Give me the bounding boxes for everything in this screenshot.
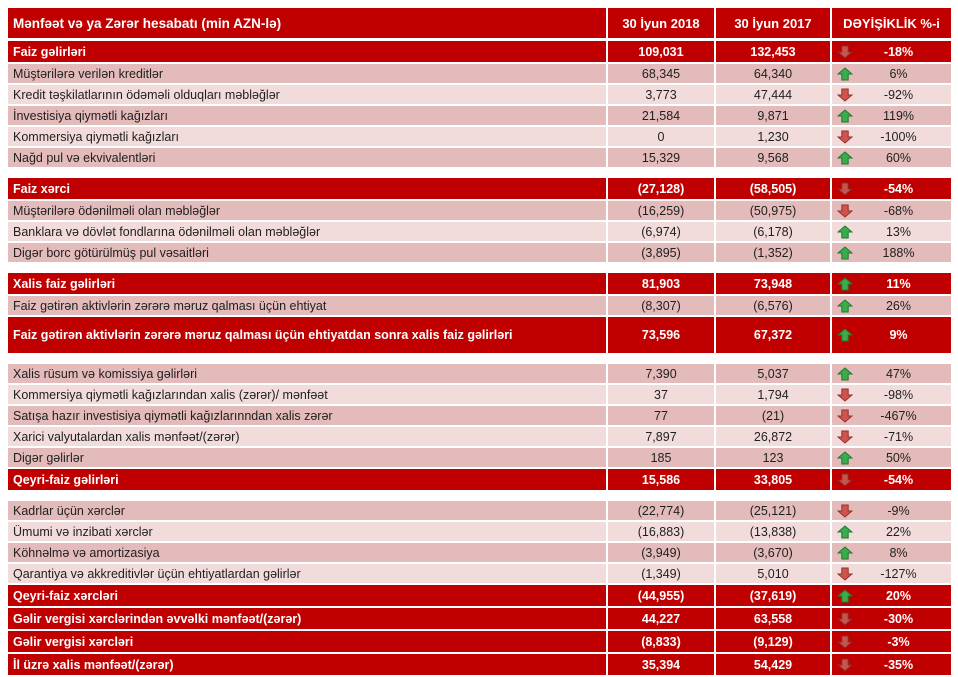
change-cell — [832, 448, 951, 467]
row-label: Satışa hazır investisiya qiymətli kağızlarınndan xalis zərər — [8, 406, 606, 425]
table-row — [8, 201, 951, 222]
row-label: Xarici valyutalardan xalis mənfəət/(zərər) — [8, 427, 606, 446]
change-percent: -68% — [883, 203, 914, 218]
section-row — [8, 654, 951, 677]
value-2017: 1,794 — [716, 385, 830, 404]
down-arrow-icon — [837, 658, 853, 672]
row-label: Faiz gəlirləri — [8, 41, 606, 62]
change-percent: 13% — [885, 224, 912, 239]
row-label: Kadrlar üçün xərclər — [8, 501, 606, 520]
table-row — [8, 522, 951, 543]
table-row — [8, 106, 951, 127]
up-arrow-icon — [837, 277, 853, 291]
change-percent: -18% — [883, 44, 914, 59]
change-cell — [832, 654, 951, 675]
row-label: Kredit təşkilatlarının ödəməli olduqları məbləğlər — [8, 85, 606, 104]
up-arrow-icon — [837, 246, 853, 260]
change-percent: 11% — [886, 276, 911, 291]
change-percent: 20% — [885, 588, 912, 603]
change-cell — [832, 317, 951, 353]
down-arrow-icon — [837, 567, 853, 581]
value-2018: (16,883) — [608, 522, 714, 541]
table-row — [8, 564, 951, 585]
row-label: Kommersiya qiymətli kağızlarından xalis (zərər)/ mənfəət — [8, 385, 606, 404]
down-arrow-icon — [837, 612, 853, 626]
value-2018: 15,329 — [608, 148, 714, 167]
value-2017: (3,670) — [716, 543, 830, 562]
value-2018: (6,974) — [608, 222, 714, 241]
change-cell — [832, 243, 951, 262]
row-label: Gəlir vergisi xərcləri — [8, 631, 606, 652]
table-row — [8, 385, 951, 406]
change-percent: -30% — [883, 611, 914, 626]
value-2018: 68,345 — [608, 64, 714, 83]
up-arrow-icon — [837, 67, 853, 81]
change-percent: 26% — [885, 298, 912, 313]
value-2017: 54,429 — [716, 654, 830, 675]
row-label: Qeyri-faiz gəlirləri — [8, 469, 606, 490]
value-2017: 63,558 — [716, 608, 830, 629]
value-2018: 185 — [608, 448, 714, 467]
value-2018: 3,773 — [608, 85, 714, 104]
section-row — [8, 585, 951, 608]
change-percent: 6% — [889, 66, 908, 81]
row-label: Müştərilərə verilən kreditlər — [8, 64, 606, 83]
change-percent: 60% — [885, 150, 912, 165]
down-arrow-icon — [837, 388, 853, 402]
value-2018: 77 — [608, 406, 714, 425]
change-percent: 119% — [882, 108, 915, 123]
value-2017: (50,975) — [716, 201, 830, 220]
value-2018: 15,586 — [608, 469, 714, 490]
value-2017: 67,372 — [716, 317, 830, 353]
change-percent: 8% — [889, 545, 908, 560]
value-2017: 9,871 — [716, 106, 830, 125]
value-2017: (6,576) — [716, 296, 830, 315]
value-2018: (8,833) — [608, 631, 714, 652]
change-cell — [832, 608, 951, 629]
value-2017: 47,444 — [716, 85, 830, 104]
change-percent: -127% — [880, 566, 917, 581]
profit-loss-table — [8, 8, 951, 677]
change-percent: -9% — [887, 503, 910, 518]
value-2017: 132,453 — [716, 41, 830, 62]
change-percent: -98% — [883, 387, 914, 402]
value-2017: 5,037 — [716, 364, 830, 383]
value-2017: 33,805 — [716, 469, 830, 490]
value-2018: 44,227 — [608, 608, 714, 629]
value-2018: 7,390 — [608, 364, 714, 383]
value-2017: 73,948 — [716, 273, 830, 294]
value-2017: (21) — [716, 406, 830, 425]
change-cell — [832, 222, 951, 241]
down-arrow-icon — [837, 204, 853, 218]
value-2018: 73,596 — [608, 317, 714, 353]
header-col-2018: 30 İyun 2018 — [608, 8, 714, 38]
row-label: Faiz xərci — [8, 178, 606, 199]
change-cell — [832, 127, 951, 146]
section-row — [8, 317, 951, 355]
down-arrow-icon — [837, 182, 853, 196]
table-row — [8, 427, 951, 448]
change-cell — [832, 64, 951, 83]
value-2018: 81,903 — [608, 273, 714, 294]
value-2017: (58,505) — [716, 178, 830, 199]
row-label: Digər gəlirlər — [8, 448, 606, 467]
change-cell — [832, 106, 951, 125]
down-arrow-icon — [837, 409, 853, 423]
value-2018: (3,949) — [608, 543, 714, 562]
change-cell — [832, 201, 951, 220]
down-arrow-icon — [837, 635, 853, 649]
table-header-row — [8, 8, 951, 41]
value-2017: 9,568 — [716, 148, 830, 167]
value-2017: 5,010 — [716, 564, 830, 583]
up-arrow-icon — [837, 225, 853, 239]
table-row — [8, 243, 951, 264]
change-cell — [832, 364, 951, 383]
change-percent: -467% — [880, 408, 917, 423]
value-2017: 26,872 — [716, 427, 830, 446]
row-label: Köhnəlmə və amortizasiya — [8, 543, 606, 562]
table-row — [8, 296, 951, 317]
up-arrow-icon — [837, 546, 853, 560]
row-label: Qeyri-faiz xərcləri — [8, 585, 606, 606]
header-title: Mənfəət və ya Zərər hesabatı (min AZN-lə) — [8, 8, 606, 38]
up-arrow-icon — [837, 299, 853, 313]
section-row — [8, 178, 951, 201]
table-row — [8, 85, 951, 106]
up-arrow-icon — [837, 451, 853, 465]
row-label: Qarantiya və akkreditivlər üçün ehtiyatlardan gəlirlər — [8, 564, 606, 583]
change-cell — [832, 543, 951, 562]
row-label: İnvestisiya qiymətli kağızları — [8, 106, 606, 125]
change-percent: 22% — [885, 524, 912, 539]
section-row — [8, 608, 951, 631]
change-percent: -100% — [880, 129, 917, 144]
change-cell — [832, 564, 951, 583]
down-arrow-icon — [837, 45, 853, 59]
up-arrow-icon — [837, 109, 853, 123]
down-arrow-icon — [837, 504, 853, 518]
row-label: Kommersiya qiymətli kağızları — [8, 127, 606, 146]
header-col-2017: 30 İyun 2017 — [716, 8, 830, 38]
up-arrow-icon — [837, 589, 853, 603]
spacer-row — [8, 355, 951, 364]
value-2017: (25,121) — [716, 501, 830, 520]
row-label: Gəlir vergisi xərclərindən əvvəlki mənfəət/(zərər) — [8, 608, 606, 629]
row-label: Faiz gətirən aktivlərin zərərə məruz qalması üçün ehtiyatdan sonra xalis faiz gəlirləri — [8, 317, 606, 353]
change-cell — [832, 385, 951, 404]
table-row — [8, 364, 951, 385]
row-label: Banklara və dövlət fondlarına ödənilməli olan məbləğlər — [8, 222, 606, 241]
change-cell — [832, 178, 951, 199]
value-2018: 35,394 — [608, 654, 714, 675]
value-2018: (8,307) — [608, 296, 714, 315]
value-2017: (37,619) — [716, 585, 830, 606]
change-cell — [832, 85, 951, 104]
section-row — [8, 631, 951, 654]
value-2018: (44,955) — [608, 585, 714, 606]
value-2018: 37 — [608, 385, 714, 404]
table-row — [8, 64, 951, 85]
row-label: Müştərilərə ödənilməli olan məbləğlər — [8, 201, 606, 220]
header-col-change: DƏYİŞİKLİK %-i — [832, 8, 951, 38]
value-2018: (1,349) — [608, 564, 714, 583]
change-percent: -35% — [883, 657, 914, 672]
value-2017: (9,129) — [716, 631, 830, 652]
value-2018: 21,584 — [608, 106, 714, 125]
table-row — [8, 501, 951, 522]
value-2017: 123 — [716, 448, 830, 467]
change-cell — [832, 406, 951, 425]
spacer-row — [8, 492, 951, 501]
value-2018: 0 — [608, 127, 714, 146]
row-label: İl üzrə xalis mənfəət/(zərər) — [8, 654, 606, 675]
change-percent: 9% — [889, 328, 908, 342]
down-arrow-icon — [837, 473, 853, 487]
change-percent: -92% — [883, 87, 914, 102]
value-2018: (22,774) — [608, 501, 714, 520]
value-2017: (13,838) — [716, 522, 830, 541]
table-row — [8, 127, 951, 148]
row-label: Digər borc götürülmüş pul vəsaitləri — [8, 243, 606, 262]
value-2018: (16,259) — [608, 201, 714, 220]
row-label: Nağd pul və ekvivalentləri — [8, 148, 606, 167]
table-row — [8, 222, 951, 243]
table-row — [8, 543, 951, 564]
table-row — [8, 148, 951, 169]
row-label: Faiz gətirən aktivlərin zərərə məruz qalması üçün ehtiyat — [8, 296, 606, 315]
change-percent: 50% — [885, 450, 912, 465]
row-label: Xalis rüsum və komissiya gəlirləri — [8, 364, 606, 383]
table-body — [8, 41, 951, 677]
section-row — [8, 273, 951, 296]
up-arrow-icon — [837, 151, 853, 165]
table-row — [8, 406, 951, 427]
value-2018: 7,897 — [608, 427, 714, 446]
up-arrow-icon — [837, 525, 853, 539]
value-2018: (27,128) — [608, 178, 714, 199]
change-cell — [832, 427, 951, 446]
down-arrow-icon — [837, 130, 853, 144]
down-arrow-icon — [837, 88, 853, 102]
spacer-row — [8, 264, 951, 273]
change-cell — [832, 296, 951, 315]
value-2017: (6,178) — [716, 222, 830, 241]
change-cell — [832, 522, 951, 541]
value-2017: 64,340 — [716, 64, 830, 83]
row-label: Ümumi və inzibati xərclər — [8, 522, 606, 541]
change-cell — [832, 585, 951, 606]
change-cell — [832, 41, 951, 62]
change-percent: 47% — [885, 366, 912, 381]
value-2017: (1,352) — [716, 243, 830, 262]
change-percent: -71% — [883, 429, 914, 444]
change-cell — [832, 148, 951, 167]
change-cell — [832, 501, 951, 520]
change-cell — [832, 631, 951, 652]
change-cell — [832, 469, 951, 490]
down-arrow-icon — [837, 430, 853, 444]
change-cell — [832, 273, 951, 294]
up-arrow-icon — [837, 367, 853, 381]
row-label: Xalis faiz gəlirləri — [8, 273, 606, 294]
section-row — [8, 41, 951, 64]
change-percent: -54% — [883, 472, 914, 487]
value-2017: 1,230 — [716, 127, 830, 146]
value-2018: 109,031 — [608, 41, 714, 62]
change-percent: 188% — [882, 245, 915, 260]
table-row — [8, 448, 951, 469]
spacer-row — [8, 169, 951, 178]
change-percent: -54% — [883, 181, 914, 196]
up-arrow-icon — [837, 328, 853, 342]
value-2018: (3,895) — [608, 243, 714, 262]
section-row — [8, 469, 951, 492]
change-percent: -3% — [887, 634, 910, 649]
